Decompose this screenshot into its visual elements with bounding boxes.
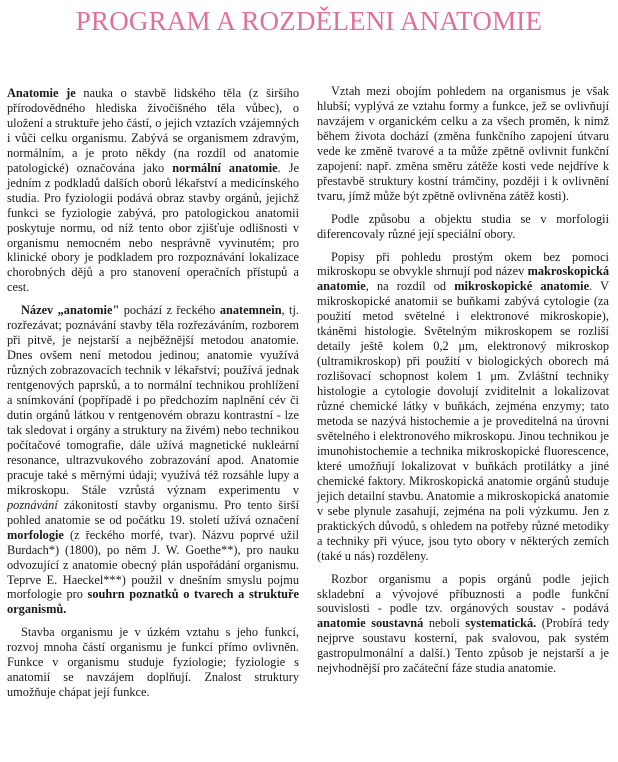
text-span: (Probírá tedy nejprve soustavu kosterní, pak svalovou, pak systém gastropulmonální a další.) Tento způsob je nejstarší a je nejvhodnější pro začáteční fáze studia anatomie.	[317, 616, 610, 676]
paragraph-structure-function: Stavba organismu je v úzkém vztahu s jeho funkcí, rozvoj mnoha částí organismu je funkcí přímo ovlivněn. Funkce v organismu studuje fyziologie; fyziologie s anatomií se navzájem doplňují. Znalost struktury umožňuje chápat její funkce.	[7, 625, 299, 700]
bold-term: normální anatomie	[172, 160, 278, 175]
paragraph-macro-micro	[317, 250, 609, 564]
bold-term: Anatomie je	[7, 86, 76, 100]
paragraph-anatomy-name	[7, 303, 299, 617]
page-title: PROGRAM A ROZDĚLENI ANATOMIE	[75, 6, 543, 36]
paragraph-form-function: Vztah mezi obojím pohledem na organismus je však hlubší; vyplývá ze vztahu formy a funkce, jež se ovlivňují navzájem v organickém celku a za všech proměn, k nimž během života dochází (změna funkčního zapojení útvaru vede ke změně tvarové a ta může zpětně ovlivnit funkční zapojení: např. změna směru zátěže kosti vede nejdříve k přestavbě struktury kostní trámčiny, později i k ovlivnění tvaru, jímž může být zpětně ovlivněna zátěž kosti).	[317, 84, 609, 203]
bold-term: anatemnein	[219, 303, 282, 318]
text-span: , tj. rozřezávat; poznávání stavby těla rozřezáváním, rozborem při pitvě, je nejstarší a nejběžnější metodou anatomie. Dnes ovšem není metodou jedinou; anatomie využívá různých zobrazovacích technik v lékařství; používá jednak rentgenových paprsků, a to normální technikou prohlížení a snímkování (popřípadě i po předchozím naplnění cév či dutin orgánů látkou v rentgenovém obrazu kontrastní - lze tak sledovat i orgány a struktury na živém) nebo technikou počítačové tomografie, dále užívá magnetické nukleární resonance, ultrazvukového zobrazování apod. Anatomie pracuje také s měrnými údaji; využívá též rozsáhle lupy a mikroskopu. Stále vzrůstá význam experimentu v	[7, 303, 299, 497]
text-span: zákonitostí stavby organismu. Pro tento širší pohled anatomie se od počátku 19. století užívá označení	[7, 497, 299, 527]
text-span: . V mikroskopické anatomii se buňkami zabývá cytologie (za použití metod světelné i elektronové mikroskopie), tkáněmi histologie. Světelným mikroskopem se rozliší detaily ještě kolem 0,2 μm, elektronový mikroskop (ultramikroskop) při použití v biologických oborech má rozlišovací schopnost kolem 1 μm. Zvláštní techniky histologie a cytologie dovolují zviditelnit a lokalizovat různé chemické látky v buňkách, zejména enzymy; tato metoda se nazývá histochemie a je proveditelná na úrovni světelného i elektronového mikroskopu. Jinou technikou je imunohistochemie a technika mikroskopické fluorescence, které umožňují lokalizovat v buňkách protilátky a jiné chemické faktory. Mikroskopická anatomie orgánů studuje jejich detailní stavbu. Anatomie a mikroskopická anatomie v sebe plynule zasahují, zejména na poli výzkumu. Jen z praktických důvodů, s ohledem na potřeby různé metodiky a techniky při výuce, jsou tyto obory v některých zemích (také u nás) rozděleny.	[317, 279, 609, 563]
right-column	[317, 84, 609, 676]
text-span: nauka o stavbě lidského těla (z širšího přírodovědného hlediska živočišného těla vůbec), o uložení a struktuře jeho částí, o jejich vztazích vzájemných i vůči celku organismu. Zabývá se organismem zdravým, normálním, a je proto někdy (na rozdíl od anatomie patologické) označována jako	[7, 86, 299, 175]
bold-term: systematická.	[465, 616, 537, 631]
paragraph-systematic-anatomy	[317, 572, 609, 677]
bold-term: makroskopická anatomie	[317, 264, 609, 294]
text-span: . Je jedním z podkladů dalších oborů lékařství a medicínského studia. Pro fyziologii podává obraz stavby orgánů, jejichž funkci se fyziologie zabývá, pro patologickou anatomii poskytuje normu, od níž tento obor zjišťuje odlišnosti v organismu nemocném nebo nesprávně vyvinutém; pro klinické obory je podkladem pro rozpoznávání lokalizace chorobných dějů a pro stanovení operačních přístupů a cest.	[7, 160, 299, 295]
text-span: (z řeckého morfé, tvar). Názvu poprvé užil Burdach*) (1800), po něm J. W. Goethe**), pro nauku odvozující z anatomie obecný plán uspořádání organismu. Teprve E. Haeckel***) použil v dnešním smyslu pojmu morfologie pro	[7, 527, 299, 602]
bold-term: Název „anatomie"	[21, 303, 120, 318]
text-span: pochází z řeckého	[119, 303, 220, 318]
bold-term: mikroskopické anatomie	[454, 279, 590, 294]
paragraph-anatomy-definition	[7, 86, 299, 295]
text-span: neboli	[423, 616, 466, 631]
italic-term: poznávání	[7, 497, 58, 512]
text-span: Rozbor organismu a popis orgánů podle jejich skladební a vývojové příbuznosti a podle funkční souvislosti - podle tzv. orgánových soustav - podává	[317, 571, 609, 616]
paragraph-special-fields: Podle způsobu a objektu studia se v morfologii diferencovaly různé její speciální obory.	[317, 211, 609, 241]
bold-term: morfologie	[7, 527, 64, 542]
text-span: , na rozdíl od	[365, 279, 455, 294]
bold-term: souhrn poznatků o tvarech a struktuře organismů.	[7, 587, 299, 617]
left-column	[7, 86, 299, 700]
bold-term: anatomie soustavná	[317, 616, 424, 631]
text-span: Popisy při pohledu prostým okem bez pomoci mikroskopu se obvykle shrnují pod název	[317, 249, 609, 279]
